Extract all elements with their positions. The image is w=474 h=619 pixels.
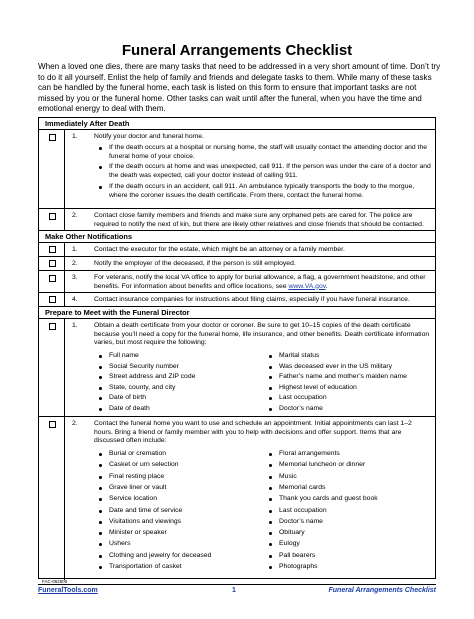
list-item: Grave liner or vault — [109, 483, 167, 491]
list-item: Date of birth — [109, 394, 147, 402]
list-item: Minister or speaker — [109, 529, 167, 537]
list-item: Last occupation — [279, 506, 327, 514]
intro-paragraph: When a loved one dies, there are many tasks that need to be addressed in a very short amount of time. Don’t try to do it all yourself. Enlist the help of family and friends and delegate tasks to them. While many of these tasks can be handled by the funeral home, each task is listed on this form to ensure that important tasks are not missed by you or the funeral home. Other tasks can wait until after the funeral, when you have the time and emotional energy to deal with them. — [38, 62, 441, 114]
list-item: Full name — [109, 352, 139, 359]
checkbox[interactable] — [49, 275, 56, 282]
bullet-icon — [99, 476, 102, 479]
item-number: 4. — [72, 296, 78, 303]
checkbox[interactable] — [49, 213, 56, 220]
bullet-icon — [269, 543, 272, 546]
list-item: Date and time of service — [109, 506, 183, 514]
bullet-icon — [99, 397, 102, 400]
list-item: Street address and ZIP code — [109, 373, 196, 381]
list-item: Service location — [109, 495, 157, 503]
checkbox[interactable] — [49, 323, 56, 330]
bullet-icon — [99, 532, 102, 535]
bullet-icon — [269, 566, 272, 569]
checklist-row — [39, 319, 435, 417]
bullet-icon — [99, 387, 102, 390]
bullet-icon — [269, 521, 272, 524]
va-link[interactable]: www.VA.gov — [288, 282, 326, 290]
item-text: Notify your doctor and funeral home. — [94, 133, 204, 140]
bullet-icon — [269, 366, 272, 369]
item-text: Contact the funeral home you want to use and schedule an appointment. Initial appointments can last 1–2 hours. Bring a friend or family member with you to help with decisions and offer support. Items that are discussed often include: — [94, 420, 412, 445]
bullet-icon — [269, 387, 272, 390]
list-item: Floral arrangements — [279, 450, 340, 457]
bullet-icon — [269, 476, 272, 479]
list-item: Burial or cremation — [109, 450, 167, 457]
checklist-row — [39, 130, 435, 209]
item-text: Contact the executor for the estate, which might be an attorney or a family member. — [94, 246, 345, 253]
bullet-icon — [269, 510, 272, 513]
bullet-icon — [99, 521, 102, 524]
list-item: Eulogy — [279, 540, 300, 548]
bullet-icon — [99, 498, 102, 501]
checklist-row — [39, 257, 435, 271]
checkbox[interactable] — [49, 134, 56, 141]
item-number: 3. — [72, 274, 78, 281]
list-item: Marital status — [279, 352, 320, 359]
list-item: Doctor’s name — [279, 405, 323, 412]
bullet-icon — [99, 487, 102, 490]
checklist-table — [38, 117, 436, 579]
bullet-icon — [269, 355, 272, 358]
page-title: Funeral Arrangements Checklist — [121, 42, 353, 59]
list-item: Clothing and jewelry for deceased — [109, 551, 212, 559]
bullet-icon — [99, 510, 102, 513]
item-number: 2. — [72, 260, 78, 267]
list-item: Highest level of education — [279, 383, 357, 391]
footer-title: Funeral Arrangements Checklist — [328, 587, 436, 594]
list-item: Last occupation — [279, 394, 327, 402]
section-header-funeral-director: Prepare to Meet with the Funeral Director — [39, 307, 435, 319]
bullet-icon — [99, 408, 102, 411]
list-item: Pall bearers — [279, 551, 316, 559]
bullet-text: If the death occurs in an accident, call 911. An ambulance typically transports the body to the morgue, where the coroner issues the death certificate. From there, contact the funeral home. — [109, 183, 415, 199]
checklist-row — [39, 293, 435, 307]
item-number: 2. — [72, 420, 78, 427]
list-item: Memorial luncheon or dinner — [279, 461, 366, 469]
item-number: 1. — [72, 133, 78, 140]
list-item: Ushers — [109, 540, 131, 548]
bullet-icon — [269, 487, 272, 490]
list-item: Photographs — [279, 563, 318, 570]
bullet-icon — [99, 566, 102, 569]
bullet-text: If the death occurs at home and was unexpected, call 911. If the person was under the care of a doctor and the death was expected, call your doctor instead of calling 911. — [109, 163, 431, 179]
bullet-icon — [269, 555, 272, 558]
list-item: Memorial cards — [279, 483, 326, 491]
bullet-icon — [269, 376, 272, 379]
list-item: Transportation of casket — [109, 563, 182, 570]
checkbox[interactable] — [49, 421, 56, 428]
item-number: 1. — [72, 246, 78, 253]
bullet-icon — [269, 498, 272, 501]
bullet-icon — [269, 408, 272, 411]
list-item: Final resting place — [109, 472, 165, 480]
bullet-icon — [99, 366, 102, 369]
item-text: For veterans, notify the local VA office to apply for burial allowance, a flag, a government headstone, and other benefits. For information about benefits and office locations, see www.VA.gov. — [94, 274, 426, 290]
form-code: FAC-062500 — [42, 579, 68, 584]
list-item: Date of death — [109, 405, 150, 412]
bullet-icon — [99, 376, 102, 379]
checklist-row — [39, 417, 435, 580]
checklist-row — [39, 209, 435, 231]
bullet-icon — [269, 453, 272, 456]
list-item: Casket or urn selection — [109, 461, 179, 469]
bullet-icon — [99, 186, 102, 189]
bullet-icon — [99, 355, 102, 358]
footer-page-number: 1 — [232, 587, 236, 594]
section-header-other-notifications: Make Other Notifications — [39, 231, 435, 243]
section-header-immediately-after-death: Immediately After Death — [39, 118, 435, 130]
checkbox[interactable] — [49, 260, 56, 267]
item-text: Obtain a death certificate from your doctor or coroner. Be sure to get 10–15 copies of the death certificate because you’ll need a copy for the funeral home, life insurance, and other benefits. Death certificate information varies, but most require the following: — [94, 322, 430, 347]
item-number: 1. — [72, 322, 78, 329]
bullet-icon — [99, 464, 102, 467]
list-item: Doctor’s name — [279, 517, 323, 525]
bullet-icon — [269, 464, 272, 467]
item-text: Contact insurance companies for instructions about filing claims, especially if you have funeral insurance. — [94, 296, 410, 303]
checkbox[interactable] — [49, 296, 56, 303]
footer-site-link[interactable]: FuneralTools.com — [38, 587, 98, 594]
item-text: Contact close family members and friends and make sure any orphaned pets are cared for. The police are required to notify the next of kin, but there are likely other relatives and close friends that should be contacted. — [94, 212, 424, 228]
bullet-icon — [99, 555, 102, 558]
bullet-icon — [99, 166, 102, 169]
bullet-icon — [99, 453, 102, 456]
list-item: Was deceased ever in the US military — [279, 362, 393, 370]
bullet-icon — [269, 532, 272, 535]
list-item: Social Security number — [109, 362, 179, 370]
list-item: Visitations and viewings — [109, 517, 182, 525]
bullet-icon — [99, 543, 102, 546]
list-item: State, county, and city — [109, 383, 176, 391]
checkbox[interactable] — [49, 246, 56, 253]
checklist-row — [39, 243, 435, 257]
bullet-icon — [269, 397, 272, 400]
bullet-icon — [99, 147, 102, 150]
list-item: Father’s name and mother’s maiden name — [279, 373, 407, 381]
footer-divider — [38, 584, 436, 585]
item-text: Notify the employer of the deceased, if the person is still employed. — [94, 260, 296, 267]
checklist-row — [39, 271, 435, 293]
item-number: 2. — [72, 212, 78, 219]
list-item: Obituary — [279, 529, 305, 537]
list-item: Thank you cards and guest book — [279, 495, 378, 503]
list-item: Music — [279, 472, 297, 480]
bullet-text: If the death occurs at a hospital or nursing home, the staff will usually contact the attending doctor and the funeral home of your choice. — [109, 144, 428, 160]
